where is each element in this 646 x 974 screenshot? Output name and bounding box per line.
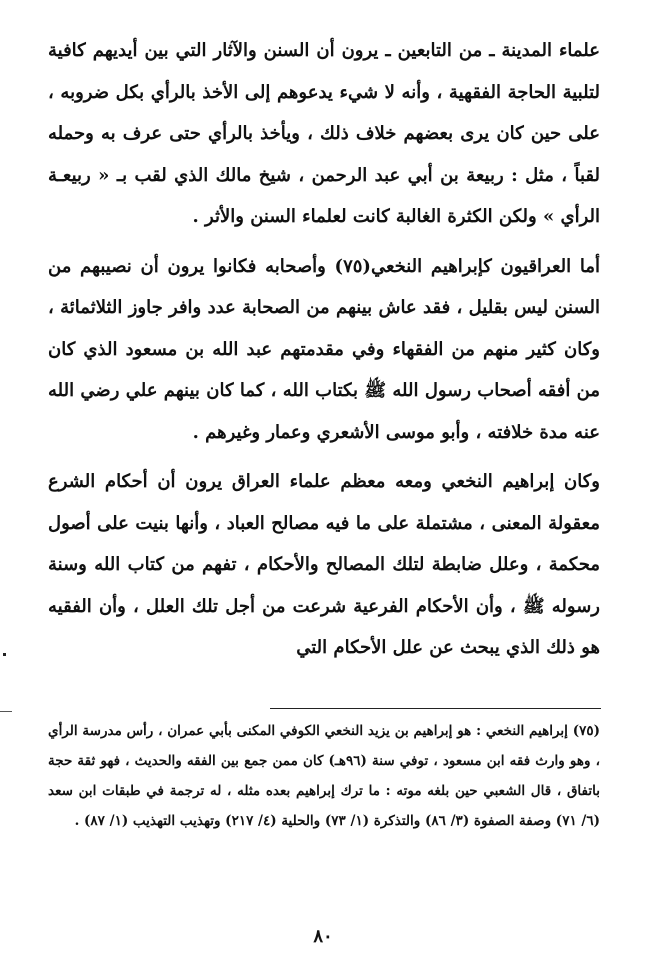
margin-dot: [3, 653, 6, 656]
main-text-block: [48, 30, 600, 669]
page-number: ٨٠: [313, 926, 333, 947]
margin-rule: [0, 711, 12, 712]
paragraph-3: وكان إبراهيم النخعي ومعه معظم علماء العراق يرون أن أحكام الشرع معقولة المعنى ، مشتملة على ما فيه مصالح العباد ، وأنها بنيت على أصول محكمة ، وعلل ضابطة لتلك المصالح والأحكام ، تفهم من كتاب الله وسنة رسوله ﷺ ، وأن الأحكام الفرعية شرعت من أجل تلك العلل ، وأن الفقيه هو ذلك الذي يبحث عن علل الأحكام التي: [48, 471, 600, 658]
footnote-divider: [270, 708, 601, 709]
footnote-75: (٧٥) إبراهيم النخعي : هو إبراهيم بن يزيد النخعي الكوفي المكنى بأبي عمران ، رأس مدرسة الرأي ، وهو وارث فقه ابن مسعود ، توفي سنة (٩٦هـ) كان ممن جمع بين الفقه والحديث ، فهو ثقة حجة باتفاق ، قال الشعبي حين بلغه موته : ما ترك إبراهيم بعده مثله ، له ترجمة في طبقات ابن سعد (٦/ ٧١) وصفة الصفوة (٣/ ٨٦) والتذكرة (١/ ٧٣) والحلية (٤/ ٢١٧) وتهذيب التهذيب (١/ ٨٧) .: [48, 723, 601, 829]
paragraph-1: علماء المدينة ـ من التابعين ـ يرون أن السنن والآثار التي بين أيديهم كافية لتلبية الحاجة الفقهية ، وأنه لا شيء يدعوهم إلى الأخذ بالرأي بكل ضروبه ، على حين كان يرى بعضهم خلاف ذلك ، ويأخذ بالرأي حتى عرف به وحمله لقباً ، مثل : ربيعة بن أبي عبد الرحمن ، شيخ مالك الذي لقب بـ « ربيعـة الرأي » ولكن الكثرة الغالبة كانت لعلماء السنن والأثر .: [48, 40, 600, 227]
paragraph-2: أما العراقيون كإبراهيم النخعي(٧٥) وأصحابه فكانوا يرون أن نصيبهم من السنن ليس بقليل ، فقد عاش بينهم من الصحابة عدد وافر جاوز الثلاثمائة ، وكان كثير منهم من الفقهاء وفي مقدمتهم عبد الله بن مسعود الذي كان من أفقه أصحاب رسول الله ﷺ بكتاب الله ، كما كان بينهم علي رضي الله عنه مدة خلافته ، وأبو موسى الأشعري وعمار وغيرهم .: [48, 255, 600, 443]
